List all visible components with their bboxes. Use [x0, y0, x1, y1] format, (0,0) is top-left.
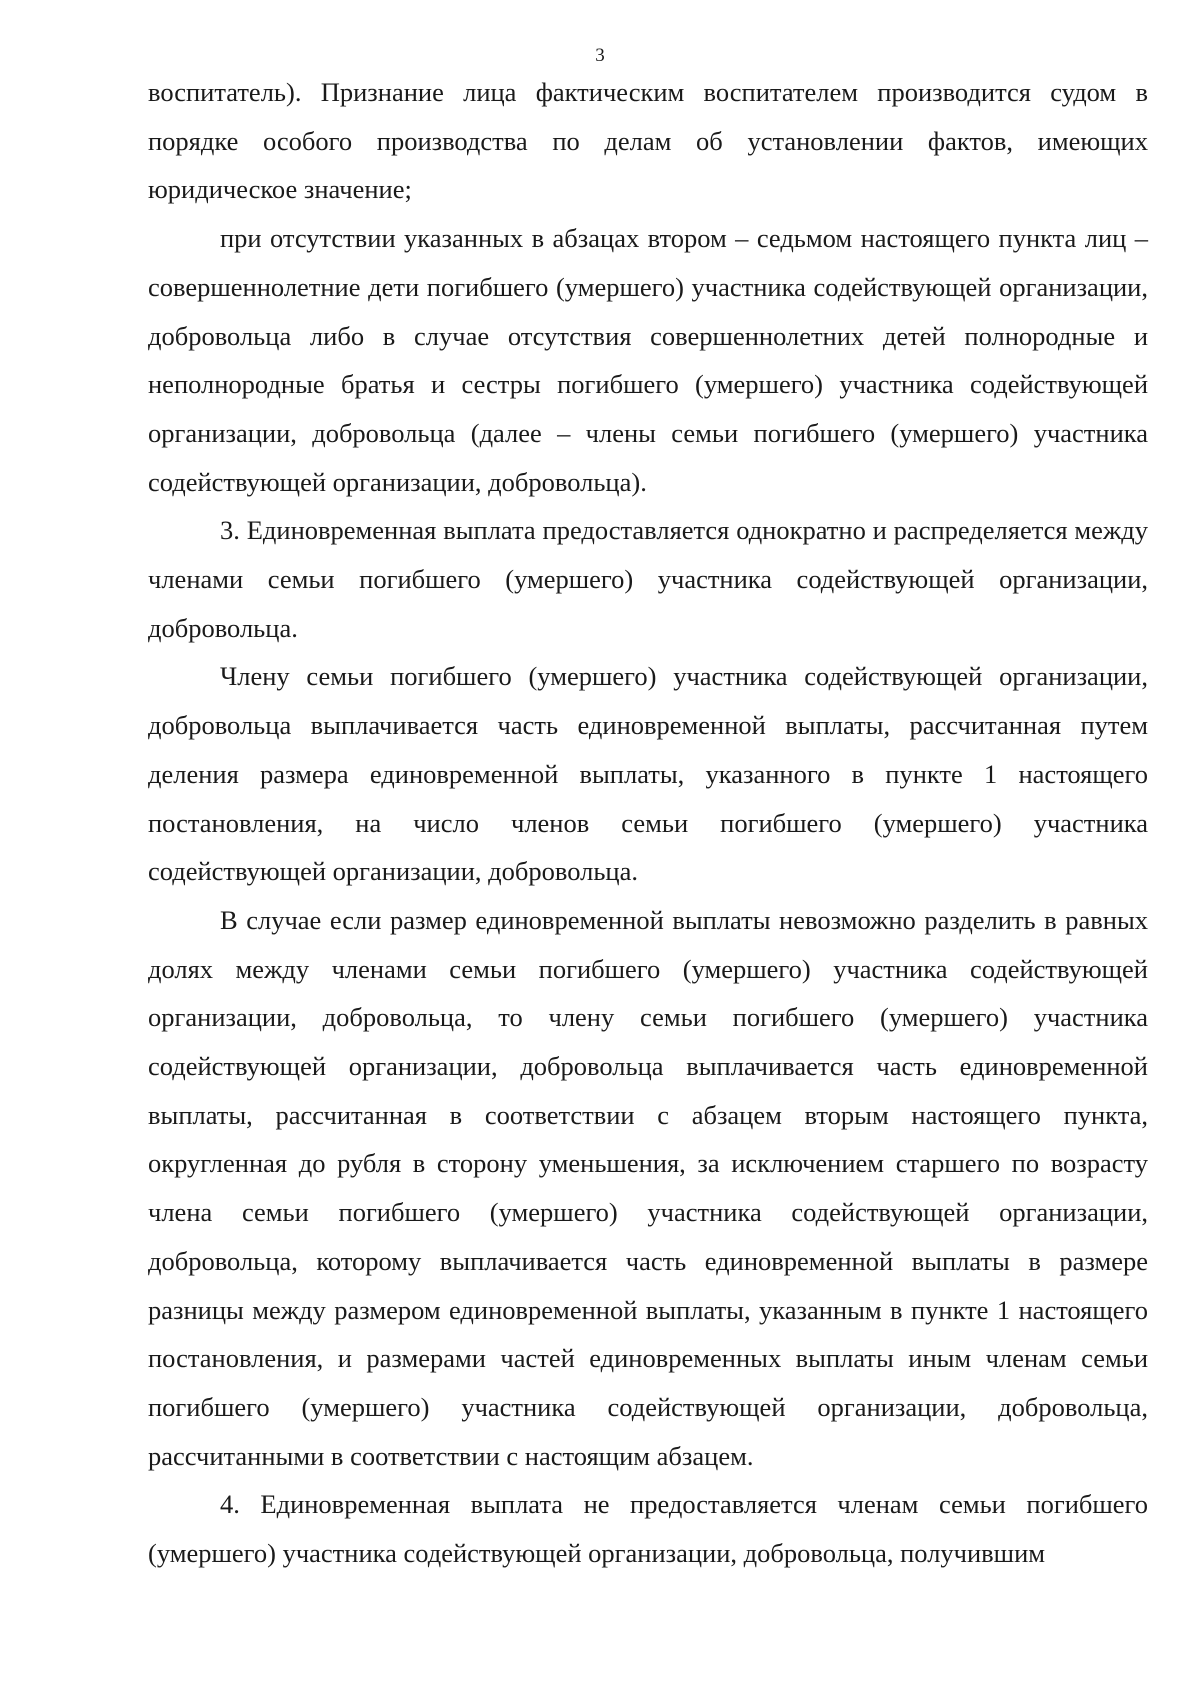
- paragraph-1: воспитатель). Признание лица фактическим воспитателем производится судом в порядке особого производства по делам об установлении фактов, имеющих юридическое значение;: [148, 77, 1148, 205]
- paragraph-5: В случае если размер единовременной выплаты невозможно разделить в равных долях между членами семьи погибшего (умершего) участника содействующей организации, добровольца, то члену семьи погибшего (умершего) участника содействующей организации, добровольца выплачивается часть единовременной выплаты, рассчитанная в соответствии с абзацем вторым настоящего пункта, округленная до рубля в сторону уменьшения, за исключением старшего по возрасту члена семьи погибшего (умершего) участника содействующей организации, добровольца, которому выплачивается часть единовременной выплаты в размере разницы между размером единовременной выплаты, указанным в пункте 1 настоящего постановления, и размерами частей единовременных выплаты иным членам семьи погибшего (умершего) участника содействующей организации, добровольца, рассчитанными в соответствии с настоящим абзацем.: [148, 904, 1148, 1471]
- page-number: 3: [595, 45, 605, 66]
- paragraph-4: Члену семьи погибшего (умершего) участника содействующей организации, добровольца выплачивается часть единовременной выплаты, рассчитанная путем деления размера единовременной выплаты, указанного в пункте 1 настоящего постановления, на число членов семьи погибшего (умершего) участника содействующей организации, добровольца.: [148, 661, 1148, 887]
- paragraph-3: 3. Единовременная выплата предоставляется однократно и распределяется между членами семьи погибшего (умершего) участника содействующей организации, добровольца.: [148, 515, 1148, 643]
- paragraph-6: 4. Единовременная выплата не предоставляется членам семьи погибшего (умершего) участника содействующей организации, добровольца, получившим: [148, 1489, 1148, 1569]
- document-body: [148, 68, 1148, 1578]
- paragraph-2: при отсутствии указанных в абзацах втором – седьмом настоящего пункта лиц – совершеннолетние дети погибшего (умершего) участника содействующей организации, добровольца либо в случае отсутствия совершеннолетних детей полнородные и неполнородные братья и сестры погибшего (умершего) участника содействующей организации, добровольца (далее – члены семьи погибшего (умершего) участника содействующей организации, добровольца).: [148, 223, 1148, 497]
